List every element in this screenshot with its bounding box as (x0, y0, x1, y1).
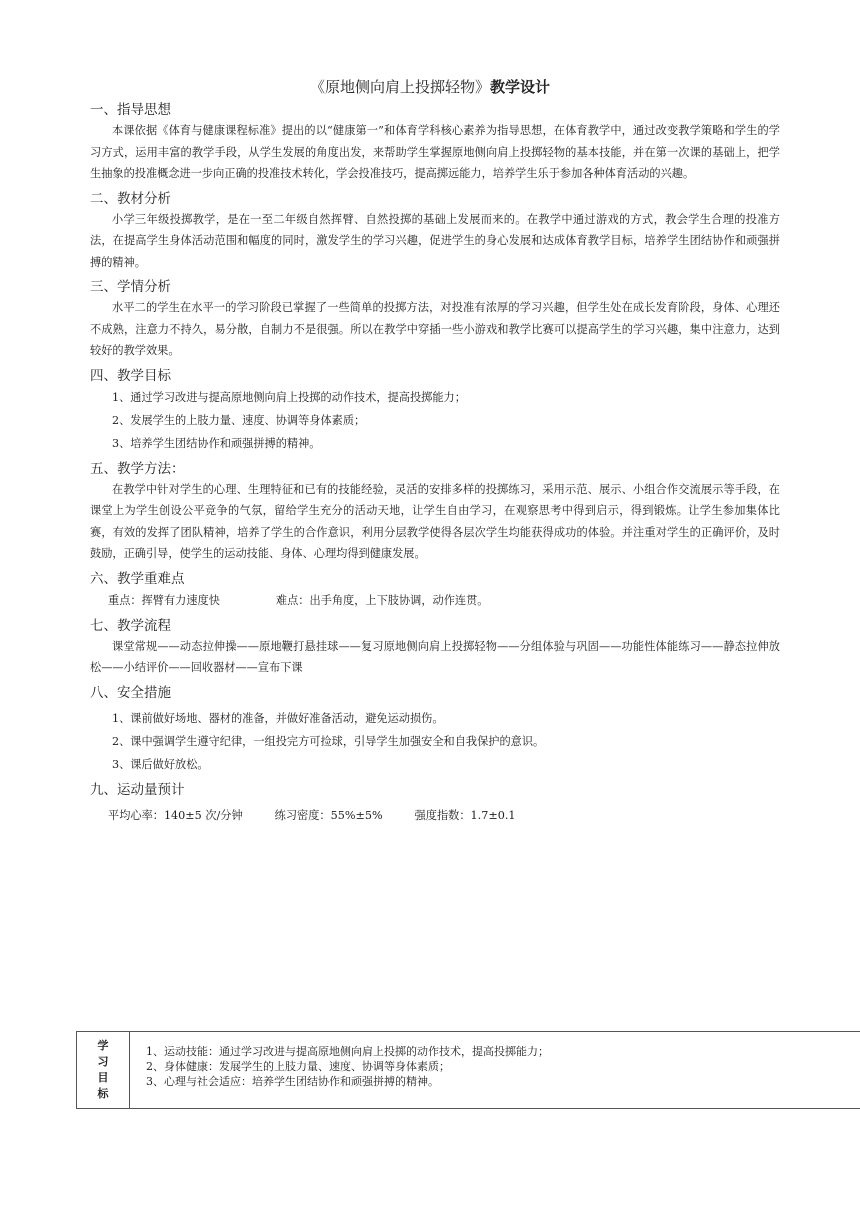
table-label-char: 目 (97, 1071, 109, 1084)
paragraph-teaching-process: 课堂常规——动态拉伸操——原地鞭打悬挂球——复习原地侧向肩上投掷轻物——分组体验与巩固——功能性体能练习——静态拉伸放松——小结评价——回收器材——宣布下课 (90, 639, 780, 674)
heading-key-difficult-points: 六、教学重难点 (90, 570, 185, 587)
list-item: 1、通过学习改进与提高原地侧向肩上投掷的动作技术，提高投掷能力； (112, 390, 466, 404)
list-item: 1、课前做好场地、器材的准备，并做好准备活动，避免运动损伤。 (112, 711, 444, 725)
heading-student-analysis: 三、学情分析 (90, 279, 171, 295)
table-content-cell (130, 1032, 860, 1108)
table-label-char: 学 (97, 1039, 109, 1052)
paragraph-guiding-idea: 本课依据《体育与健康课程标准》提出的以“健康第一”和体育学科核心素养为指导思想，在体育教学中，通过改变教学策略和学生的学习方式，运用丰富的教学手段，从学生发展的角度出发，来帮助学生掌握原地侧向肩上投掷轻物的基本技能，并在第一次课的基础上，把学生抽象的投准概念进一步向正确的投准技术转化，学会投准技巧，提高掷远能力，培养学生乐于参加各种体育活动的兴趣。 (90, 124, 780, 180)
exercise-load-row (90, 804, 780, 827)
intensity-index: 强度指数：1.7±0.1 (414, 808, 516, 822)
difficult-point: 难点：出手角度，上下肢协调，动作连贯。 (275, 593, 489, 607)
heading-teaching-goals: 四、教学目标 (90, 367, 171, 384)
key-point: 重点：挥臂有力速度快 (108, 593, 220, 607)
paragraph-material-analysis: 小学三年级投掷教学，是在一至二年级自然挥臂、自然投掷的基础上发展而来的。在教学中通过游戏的方式，教会学生合理的投准方法，在提高学生身体活动范围和幅度的同时，激发学生的学习兴趣，促进学生的身心发展和达成体育教学目标，培养学生团结协作和顽强拼搏的精神。 (90, 212, 780, 269)
table-line: 1、运动技能：通过学习改进与提高原地侧向肩上投掷的动作技术，提高投掷能力； (146, 1045, 549, 1058)
heading-guiding-idea: 一、指导思想 (90, 102, 171, 118)
document-title (0, 76, 860, 97)
key-difficult-row (90, 589, 780, 612)
heading-teaching-process: 七、教学流程 (90, 617, 171, 634)
list-item: 2、发展学生的上肢力量、速度、协调等身体素质； (112, 413, 366, 427)
exercise-density: 练习密度：55%±5% (274, 808, 383, 822)
list-item: 3、培养学生团结协作和顽强拼搏的精神。 (112, 436, 321, 450)
list-item: 3、课后做好放松。 (112, 757, 209, 771)
list-item: 2、课中强调学生遵守纪律，一组投完方可捡球，引导学生加强安全和自我保护的意识。 (112, 734, 545, 748)
paragraph-teaching-method: 在教学中针对学生的心理、生理特征和已有的技能经验，灵活的安排多样的投掷练习，采用示范、展示、小组合作交流展示等手段，在课堂上为学生创设公平竞争的气氛，留给学生充分的活动天地，让学生自由学习，在观察思考中得到启示，得到锻炼。让学生参加集体比赛，有效的发挥了团队精神，培养了学生的合作意识，利用分层教学使得各层次学生均能获得成功的体验。并注重对学生的正确评价，及时鼓励，正确引导，使学生的运动技能、身体、心理均得到健康发展。 (90, 482, 780, 560)
table-label-char: 标 (97, 1087, 109, 1100)
heading-material-analysis: 二、教材分析 (90, 190, 171, 207)
heart-rate: 平均心率：140±5 次/分钟 (108, 808, 243, 822)
paragraph-student-analysis: 水平二的学生在水平一的学习阶段已掌握了一些简单的投掷方法，对投准有浓厚的学习兴趣，但学生处在成长发育阶段，身体、心理还不成熟，注意力不持久，易分散，自制力不是很强。所以在教学中穿插一些小游戏和教学比赛可以提高学生的学习兴趣，集中注意力，达到较好的教学效果。 (90, 301, 780, 357)
learning-goals-table (76, 1031, 860, 1109)
document-body (90, 96, 780, 827)
heading-teaching-method: 五、教学方法： (90, 460, 185, 477)
heading-safety-measures: 八、安全措施 (90, 684, 171, 701)
title-main: 《原地侧向肩上投掷轻物》 (309, 78, 490, 96)
table-line: 3、心理与社会适应：培养学生团结协作和顽强拼搏的精神。 (146, 1075, 439, 1088)
title-suffix: 教学设计 (490, 78, 551, 96)
heading-exercise-load: 九、运动量预计 (90, 781, 185, 798)
table-label-char: 习 (97, 1055, 109, 1068)
table-label-cell (77, 1032, 130, 1108)
table-line: 2、身体健康：发展学生的上肢力量、速度、协调等身体素质； (146, 1060, 450, 1073)
